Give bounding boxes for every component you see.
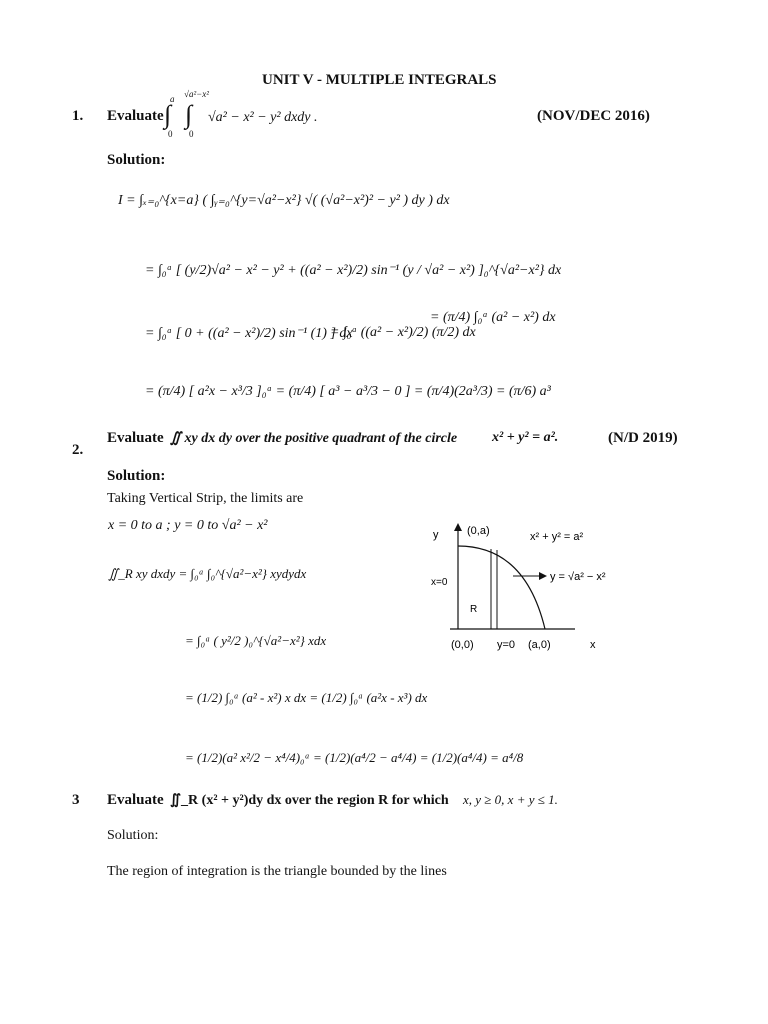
problem-3-number: 3 (72, 792, 80, 808)
p3-solution-label: Solution: (107, 828, 159, 843)
p1-line-1: I = ∫ₓ₌₀^{x=a} ( ∫ᵧ₌₀^{y=√a²−x²} √( (√a²−x²)² − y² ) dy ) dx (118, 193, 450, 208)
p2-vertical-strip-text: Taking Vertical Strip, the limits are (107, 491, 304, 506)
curve-eq-label: y = √a² − x² (550, 571, 606, 583)
circle-label: x² + y² = a² (530, 531, 584, 543)
p2-equation: x² + y² = a². (492, 430, 559, 445)
problem-2-number: 2. (72, 442, 84, 458)
region-label: R (470, 604, 478, 615)
p2-source: (N/D 2019) (608, 430, 678, 446)
p1-upper-inner: √a²−x² (184, 89, 209, 99)
p2-line-1: ∬_R xy dxdy = ∫₀ᵃ ∫₀^{√a²−x²} xydydx (108, 566, 307, 581)
p2-line-3: = (1/2) ∫₀ᵃ (a² - x²) x dx = (1/2) ∫₀ᵃ (a²x - x³) dx (185, 690, 428, 705)
page-title: UNIT V - MULTIPLE INTEGRALS (262, 72, 497, 88)
p2-statement: ∬ xy dx dy over the positive quadrant of the circle (170, 431, 458, 446)
x-eq-0-label: x=0 (431, 577, 448, 588)
p1-integrand: √a² − x² − y² dxdy . (208, 110, 318, 125)
p2-line-2: = ∫₀ᵃ ( y²/2 )₀^{√a²−x²} xdx (185, 633, 327, 648)
problem-3-prefix: Evaluate (107, 792, 164, 808)
p1-source: (NOV/DEC 2016) (537, 108, 650, 124)
p1-line-2: = ∫₀ᵃ [ (y/2)√a² − x² − y² + ((a² − x²)/2) sin⁻¹ (y / √a² − x²) ]₀^{√a²−x²} dx (145, 263, 562, 278)
p1-line-4: = ∫₀ᵃ ((a² − x²)/2) (π/2) dx (330, 325, 476, 340)
problem-1-prefix: Evaluate (107, 108, 164, 124)
p1-solution-label: Solution: (107, 152, 166, 168)
integral-sign: ∫ (185, 100, 193, 129)
p1-upper-outer: a (170, 94, 175, 104)
p3-statement: ∬_R (x² + y²)dy dx over the region R for which (170, 793, 449, 808)
p3-condition: x, y ≥ 0, x + y ≤ 1. (463, 792, 558, 807)
p1-lower-inner: 0 (189, 129, 194, 139)
problem-2-prefix: Evaluate (107, 430, 164, 446)
p2-line-4: = (1/2)(a² x²/2 − x⁴/4)₀ᵃ = (1/2)(a⁴/2 − a⁴/4) = (1/2)(a⁴/4) = a⁴/8 (185, 750, 524, 765)
p2-limits: x = 0 to a ; y = 0 to √a² − x² (108, 518, 268, 533)
point-top-label: (0,a) (467, 525, 490, 537)
p1-line-6: = (π/4) [ a²x − x³/3 ]₀ᵃ = (π/4) [ a³ − a³/3 − 0 ] = (π/4)(2a³/3) = (π/6) a³ (145, 384, 551, 399)
p2-solution-label: Solution: (107, 468, 166, 484)
p1-lower-outer: 0 (168, 129, 173, 139)
p1-line-5: = (π/4) ∫₀ᵃ (a² − x²) dx (430, 310, 556, 325)
origin-label: (0,0) (451, 639, 474, 651)
p3-text: The region of integration is the triangle bounded by the lines (107, 864, 447, 879)
y-eq-0-label: y=0 (497, 639, 516, 651)
quadrant-diagram (425, 518, 625, 658)
point-right-label: (a,0) (528, 639, 551, 651)
p1-line-3: = ∫₀ᵃ [ 0 + ((a² − x²)/2) sin⁻¹ (1) ] dx (145, 326, 353, 341)
y-axis-label: y (433, 529, 439, 541)
problem-1-number: 1. (72, 108, 84, 124)
x-axis-label: x (590, 639, 596, 651)
integral-sign: ∫ (164, 100, 172, 129)
